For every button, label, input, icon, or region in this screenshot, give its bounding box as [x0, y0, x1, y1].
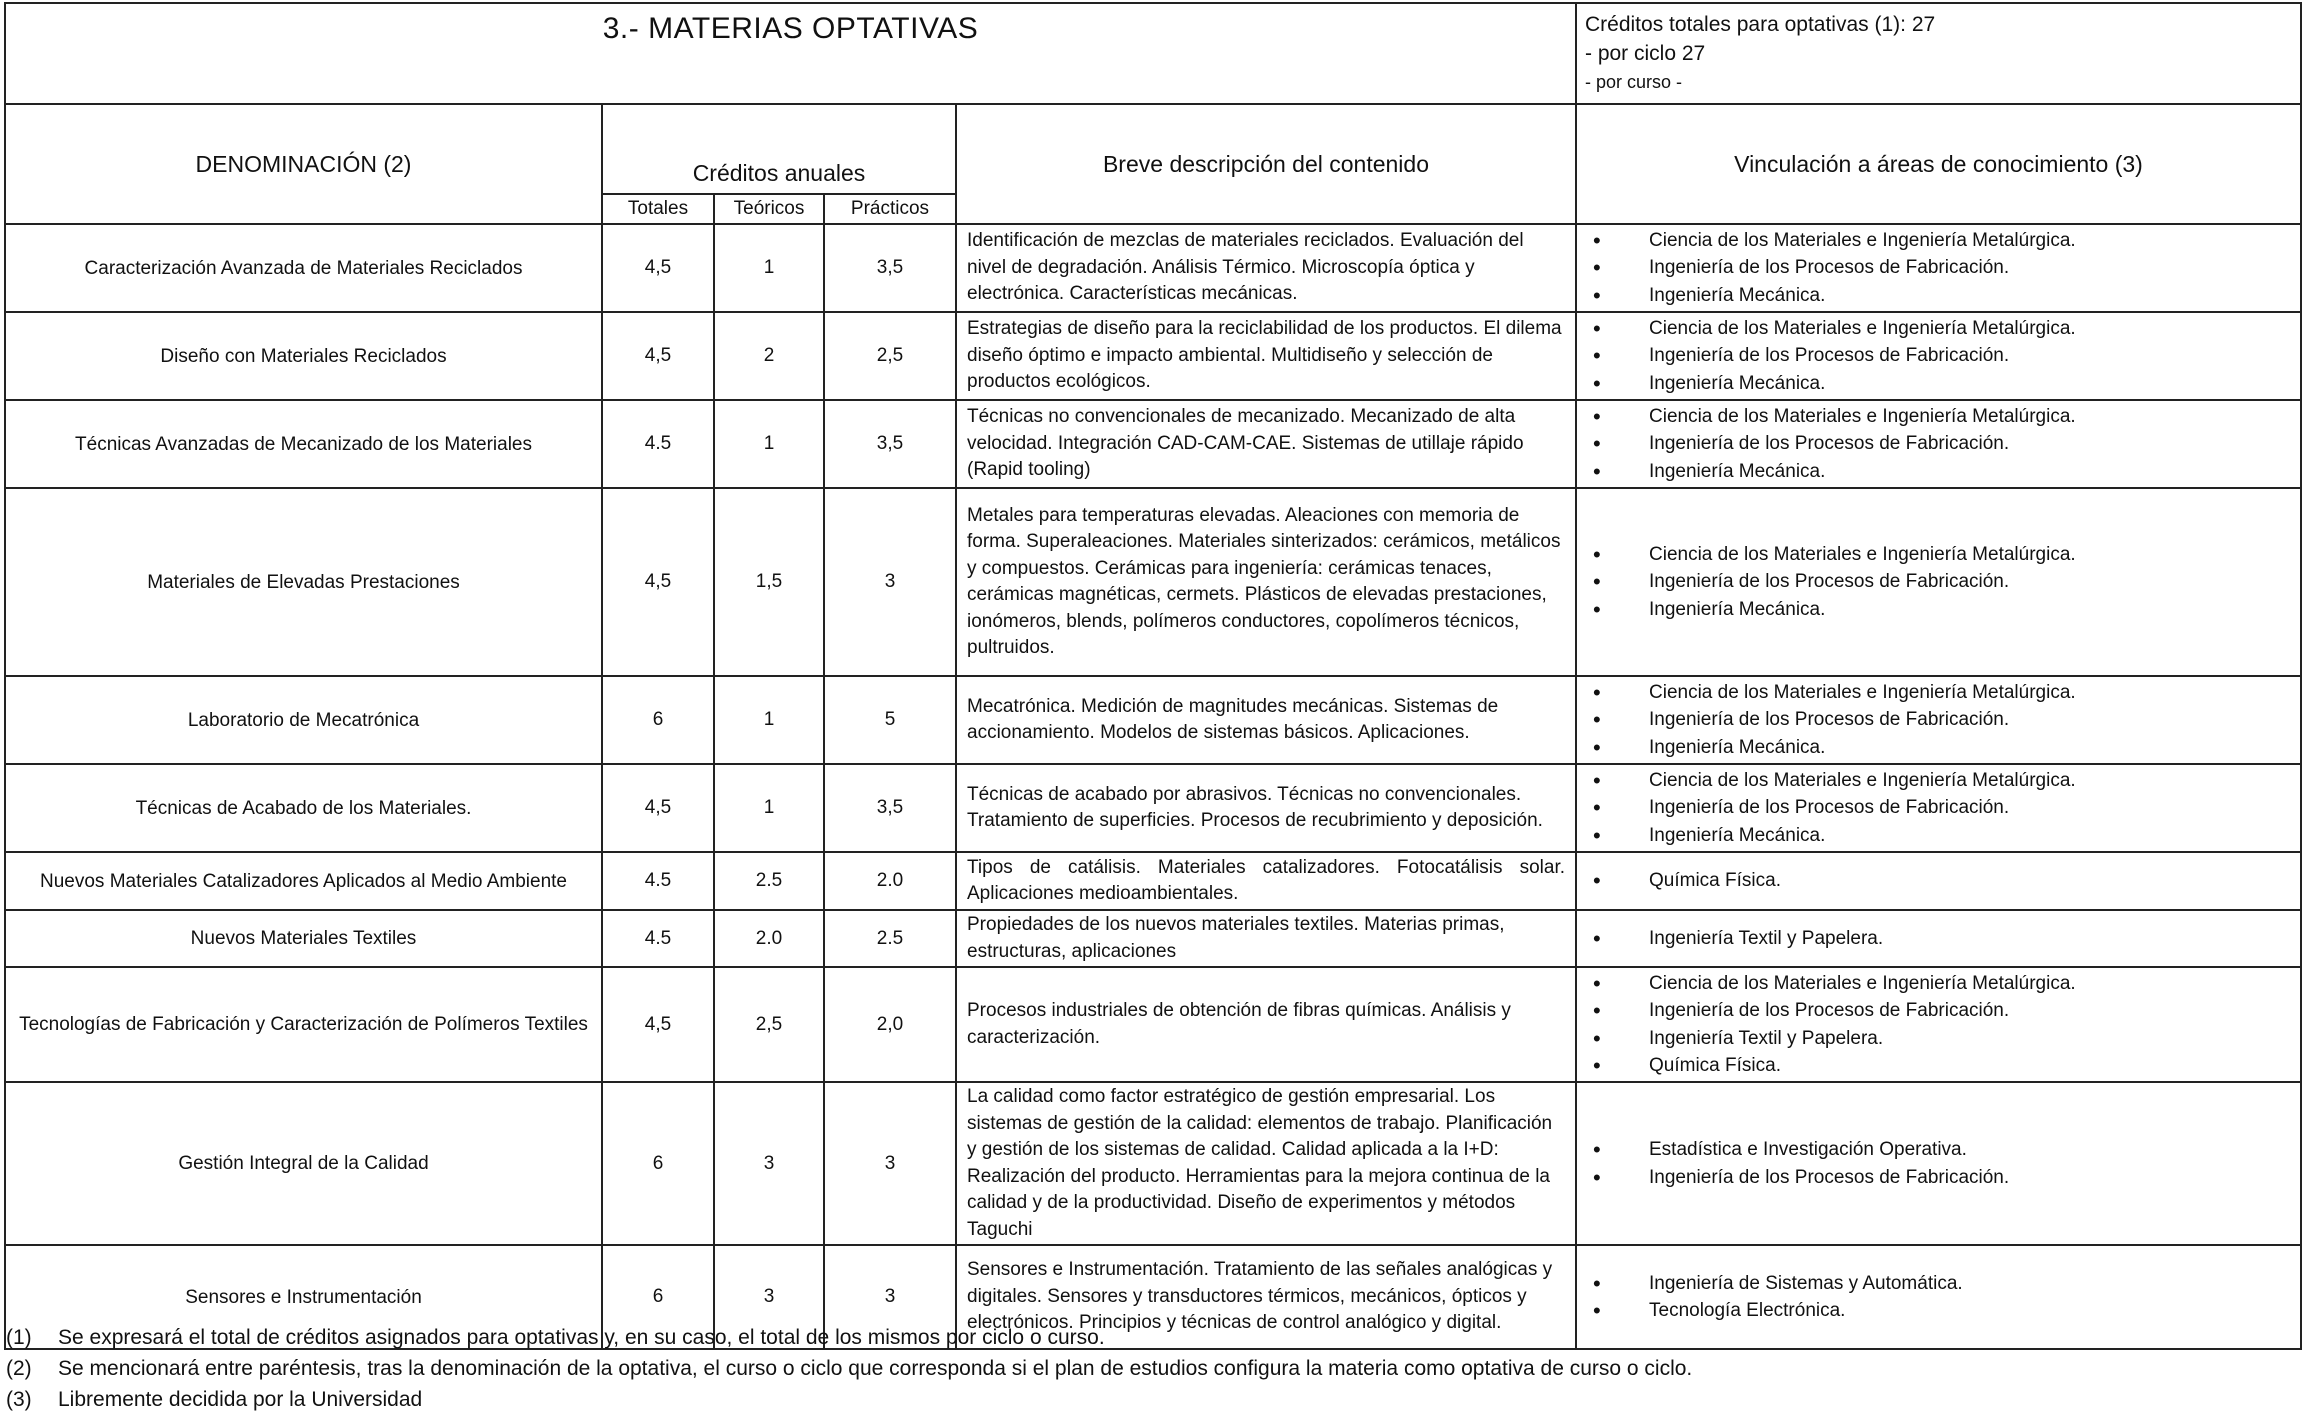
footnote-mark: (3)	[6, 1388, 32, 1411]
credits-teoricos: 2.5	[714, 852, 824, 910]
areas-list	[1583, 1270, 2294, 1325]
credits-practicos: 3,5	[824, 224, 956, 312]
subject-name: Caracterización Avanzada de Materiales Reciclados	[5, 224, 602, 312]
subject-description: Metales para temperaturas elevadas. Aleaciones con memoria de forma. Superaleaciones. Materiales sinterizados: cerámicos, metálicos y compuestos. Cerámicas para ingeniería: cerámicas tenaces, cerámicas magnéticas, cermets. Plásticos de elevadas prestaciones, ionómeros, blends, polímeros conductores, copolímeros técnicos, pultruidos.	[956, 488, 1576, 676]
area-item: • Ingeniería de los Procesos de Fabricación.	[1583, 342, 2294, 370]
subject-name: Técnicas de Acabado de los Materiales.	[5, 764, 602, 852]
knowledge-areas	[1576, 312, 2301, 400]
areas-list	[1583, 970, 2294, 1080]
knowledge-areas	[1576, 852, 2301, 910]
credits-teoricos: 2	[714, 312, 824, 400]
credits-totales: 4,5	[602, 312, 714, 400]
subject-name: Laboratorio de Mecatrónica	[5, 676, 602, 764]
table-row	[5, 910, 2301, 967]
credits-teoricos: 2,5	[714, 967, 824, 1082]
footnote-1	[6, 1322, 1692, 1353]
footnote-text: Libremente decidida por la Universidad	[58, 1388, 423, 1411]
subject-description: Técnicas de acabado por abrasivos. Técnicas no convencionales. Tratamiento de superficies. Procesos de recubrimiento y deposición.	[956, 764, 1576, 852]
subject-description: La calidad como factor estratégico de gestión empresarial. Los sistemas de gestión de la calidad: elementos de trabajo. Planificación y gestión de los sistemas de calidad. Calidad aplicada a la I+D: Realización del producto. Herramientas para la mejora continua de la calidad y de la productividad. Diseño de experimentos y métodos Taguchi	[956, 1082, 1576, 1245]
col-creditos: Créditos anuales	[602, 104, 956, 194]
credits-practicos: 5	[824, 676, 956, 764]
table-body	[5, 224, 2301, 1349]
area-item: • Ingeniería de Sistemas y Automática.	[1583, 1270, 2294, 1298]
area-item: • Ciencia de los Materiales e Ingeniería Metalúrgica.	[1583, 315, 2294, 343]
table-row	[5, 224, 2301, 312]
credits-practicos: 2,5	[824, 312, 956, 400]
area-item: • Ingeniería de los Procesos de Fabricación.	[1583, 1164, 2294, 1192]
credits-teoricos: 1	[714, 400, 824, 488]
area-item: • Ingeniería de los Procesos de Fabricación.	[1583, 794, 2294, 822]
area-item: • Ingeniería Textil y Papelera.	[1583, 925, 2294, 953]
subject-name: Técnicas Avanzadas de Mecanizado de los Materiales	[5, 400, 602, 488]
table-row	[5, 488, 2301, 676]
knowledge-areas	[1576, 224, 2301, 312]
area-item: • Ciencia de los Materiales e Ingeniería Metalúrgica.	[1583, 227, 2294, 255]
credits-teoricos: 1	[714, 764, 824, 852]
subject-name: Nuevos Materiales Textiles	[5, 910, 602, 967]
areas-list	[1583, 541, 2294, 624]
credits-total: Créditos totales para optativas (1): 27	[1585, 13, 1936, 36]
subject-description: Procesos industriales de obtención de fibras químicas. Análisis y caracterización.	[956, 967, 1576, 1082]
credits-teoricos: 3	[714, 1082, 824, 1245]
area-item: • Ciencia de los Materiales e Ingeniería Metalúrgica.	[1583, 679, 2294, 707]
credits-per-cycle: - por ciclo 27	[1585, 42, 1706, 65]
area-item: • Ciencia de los Materiales e Ingeniería Metalúrgica.	[1583, 970, 2294, 998]
table-row	[5, 676, 2301, 764]
credits-teoricos: 1	[714, 224, 824, 312]
area-item: • Estadística e Investigación Operativa.	[1583, 1136, 2294, 1164]
footnotes	[6, 1322, 1692, 1415]
area-item: • Ingeniería Mecánica.	[1583, 734, 2294, 762]
area-item: • Ingeniería de los Procesos de Fabricación.	[1583, 254, 2294, 282]
credits-totales: 4.5	[602, 400, 714, 488]
optional-subjects-table	[4, 2, 2302, 1350]
area-item: • Ingeniería de los Procesos de Fabricación.	[1583, 997, 2294, 1025]
credits-totales: 6	[602, 1082, 714, 1245]
col-practicos: Prácticos	[824, 194, 956, 224]
areas-list	[1583, 767, 2294, 850]
credits-totales: 6	[602, 676, 714, 764]
area-item: • Ingeniería de los Procesos de Fabricación.	[1583, 706, 2294, 734]
col-denominacion: DENOMINACIÓN (2)	[5, 104, 602, 224]
col-teoricos: Teóricos	[714, 194, 824, 224]
credits-totales: 6	[602, 1245, 714, 1349]
table-row	[5, 764, 2301, 852]
knowledge-areas	[1576, 400, 2301, 488]
credits-practicos: 3	[824, 1245, 956, 1349]
areas-list	[1583, 1136, 2294, 1191]
subject-name: Gestión Integral de la Calidad	[5, 1082, 602, 1245]
subject-description: Identificación de mezclas de materiales reciclados. Evaluación del nivel de degradación. Análisis Térmico. Microscopía óptica y electrónica. Características mecánicas.	[956, 224, 1576, 312]
credits-practicos: 2,0	[824, 967, 956, 1082]
title-row	[5, 3, 2301, 104]
footnote-2	[6, 1353, 1692, 1384]
area-item: • Ingeniería de los Procesos de Fabricación.	[1583, 568, 2294, 596]
footnote-text: Se mencionará entre paréntesis, tras la denominación de la optativa, el curso o ciclo que corresponda si el plan de estudios configura la materia como optativa de curso o ciclo.	[58, 1357, 1693, 1380]
area-item: • Ingeniería Textil y Papelera.	[1583, 1025, 2294, 1053]
knowledge-areas	[1576, 1082, 2301, 1245]
col-vinculacion: Vinculación a áreas de conocimiento (3)	[1576, 104, 2301, 224]
credits-totales: 4,5	[602, 967, 714, 1082]
credits-practicos: 2.0	[824, 852, 956, 910]
subject-description: Sensores e Instrumentación. Tratamiento de las señales analógicas y digitales. Sensores y transductores térmicos, mecánicos, ópticos y electrónicos. Principios y técnicas de control analógico y digital.	[956, 1245, 1576, 1349]
area-item: • Ingeniería Mecánica.	[1583, 596, 2294, 624]
subject-name: Tecnologías de Fabricación y Caracterización de Polímeros Textiles	[5, 967, 602, 1082]
areas-list	[1583, 925, 2294, 953]
credits-practicos: 3,5	[824, 400, 956, 488]
credits-totales: 4,5	[602, 488, 714, 676]
footnote-mark: (2)	[6, 1357, 32, 1380]
area-item: • Ingeniería de los Procesos de Fabricación.	[1583, 430, 2294, 458]
subject-description: Mecatrónica. Medición de magnitudes mecánicas. Sistemas de accionamiento. Modelos de sistemas básicos. Aplicaciones.	[956, 676, 1576, 764]
knowledge-areas	[1576, 676, 2301, 764]
footnote-text: Se expresará el total de créditos asignados para optativas y, en su caso, el total de los mismos por ciclo o curso.	[58, 1326, 1105, 1349]
table-row	[5, 1082, 2301, 1245]
credits-totales: 4,5	[602, 764, 714, 852]
col-descripcion: Breve descripción del contenido	[956, 104, 1576, 224]
area-item: • Ingeniería Mecánica.	[1583, 822, 2294, 850]
table-row	[5, 312, 2301, 400]
credits-totales: 4.5	[602, 852, 714, 910]
subject-name: Nuevos Materiales Catalizadores Aplicados al Medio Ambiente	[5, 852, 602, 910]
credits-teoricos: 1,5	[714, 488, 824, 676]
area-item: • Tecnología Electrónica.	[1583, 1297, 2294, 1325]
subject-name: Diseño con Materiales Reciclados	[5, 312, 602, 400]
knowledge-areas	[1576, 910, 2301, 967]
table-row	[5, 967, 2301, 1082]
credits-practicos: 2.5	[824, 910, 956, 967]
area-item: • Química Física.	[1583, 867, 2294, 895]
areas-list	[1583, 227, 2294, 310]
credits-totales: 4,5	[602, 224, 714, 312]
subject-description: Estrategias de diseño para la reciclabilidad de los productos. El dilema diseño óptimo e impacto ambiental. Multidiseño y selección de productos ecológicos.	[956, 312, 1576, 400]
credits-practicos: 3	[824, 1082, 956, 1245]
credits-totales: 4.5	[602, 910, 714, 967]
area-item: • Química Física.	[1583, 1052, 2294, 1080]
document-page	[4, 2, 2300, 1350]
header-row	[5, 104, 2301, 194]
footnote-3	[6, 1384, 1692, 1415]
area-item: • Ciencia de los Materiales e Ingeniería Metalúrgica.	[1583, 403, 2294, 431]
knowledge-areas	[1576, 488, 2301, 676]
areas-list	[1583, 315, 2294, 398]
areas-list	[1583, 867, 2294, 895]
credits-practicos: 3,5	[824, 764, 956, 852]
credits-practicos: 3	[824, 488, 956, 676]
table-row	[5, 400, 2301, 488]
subject-description: Técnicas no convencionales de mecanizado. Mecanizado de alta velocidad. Integración CAD-CAM-CAE. Sistemas de utillaje rápido (Rapid tooling)	[956, 400, 1576, 488]
footnote-mark: (1)	[6, 1326, 32, 1349]
area-item: • Ciencia de los Materiales e Ingeniería Metalúrgica.	[1583, 767, 2294, 795]
areas-list	[1583, 403, 2294, 486]
area-item: • Ingeniería Mecánica.	[1583, 370, 2294, 398]
area-item: • Ingeniería Mecánica.	[1583, 458, 2294, 486]
subject-description: Propiedades de los nuevos materiales textiles. Materias primas, estructuras, aplicaciones	[956, 910, 1576, 967]
col-totales: Totales	[602, 194, 714, 224]
credits-summary	[1576, 3, 2301, 104]
credits-teoricos: 1	[714, 676, 824, 764]
credits-teoricos: 2.0	[714, 910, 824, 967]
credits-teoricos: 3	[714, 1245, 824, 1349]
areas-list	[1583, 679, 2294, 762]
page-title: 3.- MATERIAS OPTATIVAS	[5, 3, 1576, 104]
subject-name: Sensores e Instrumentación	[5, 1245, 602, 1349]
subject-name: Materiales de Elevadas Prestaciones	[5, 488, 602, 676]
table-row	[5, 852, 2301, 910]
area-item: • Ciencia de los Materiales e Ingeniería Metalúrgica.	[1583, 541, 2294, 569]
subject-description: Tipos de catálisis. Materiales catalizadores. Fotocatálisis solar. Aplicaciones medioambientales.	[956, 852, 1576, 910]
knowledge-areas	[1576, 764, 2301, 852]
area-item: • Ingeniería Mecánica.	[1583, 282, 2294, 310]
credits-per-course: - por curso -	[1585, 72, 1683, 92]
knowledge-areas	[1576, 967, 2301, 1082]
